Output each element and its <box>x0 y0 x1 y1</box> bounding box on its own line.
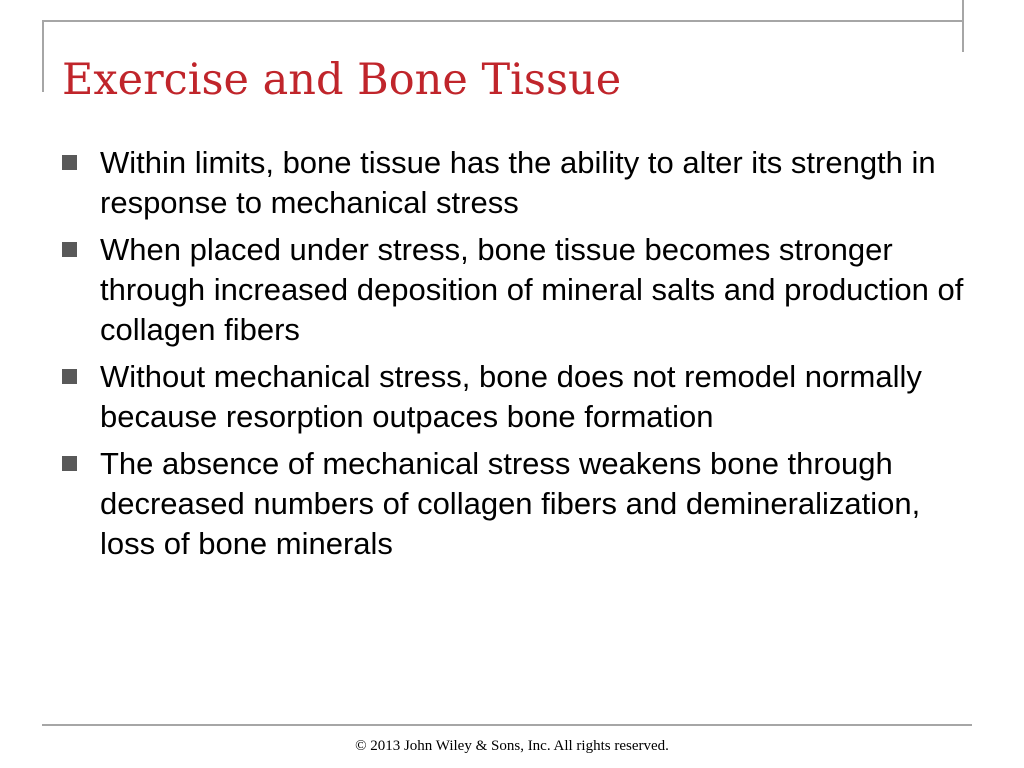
bullet-item <box>62 143 972 223</box>
slide-title: Exercise and Bone Tissue <box>62 55 622 105</box>
frame-line-bottom <box>42 724 972 726</box>
bullet-text: Within limits, bone tissue has the ability to alter its strength in response to mechanical stress <box>100 145 936 220</box>
frame-line-top <box>42 20 964 22</box>
bullet-item <box>62 230 972 350</box>
bullet-text: The absence of mechanical stress weakens bone through decreased numbers of collagen fibers and demineralization, loss of bone minerals <box>100 446 921 561</box>
bullet-item <box>62 357 972 437</box>
bullet-text: When placed under stress, bone tissue becomes stronger through increased deposition of mineral salts and production of collagen fibers <box>100 232 964 347</box>
square-bullet-icon <box>62 242 77 257</box>
frame-line-left <box>42 20 44 92</box>
square-bullet-icon <box>62 155 77 170</box>
copyright-footer: © 2013 John Wiley & Sons, Inc. All rights reserved. <box>355 738 669 754</box>
frame-line-right <box>962 0 964 52</box>
square-bullet-icon <box>62 369 77 384</box>
square-bullet-icon <box>62 456 77 471</box>
bullet-list <box>62 143 972 571</box>
bullet-item <box>62 444 972 564</box>
bullet-text: Without mechanical stress, bone does not remodel normally because resorption outpaces bone formation <box>100 359 922 434</box>
